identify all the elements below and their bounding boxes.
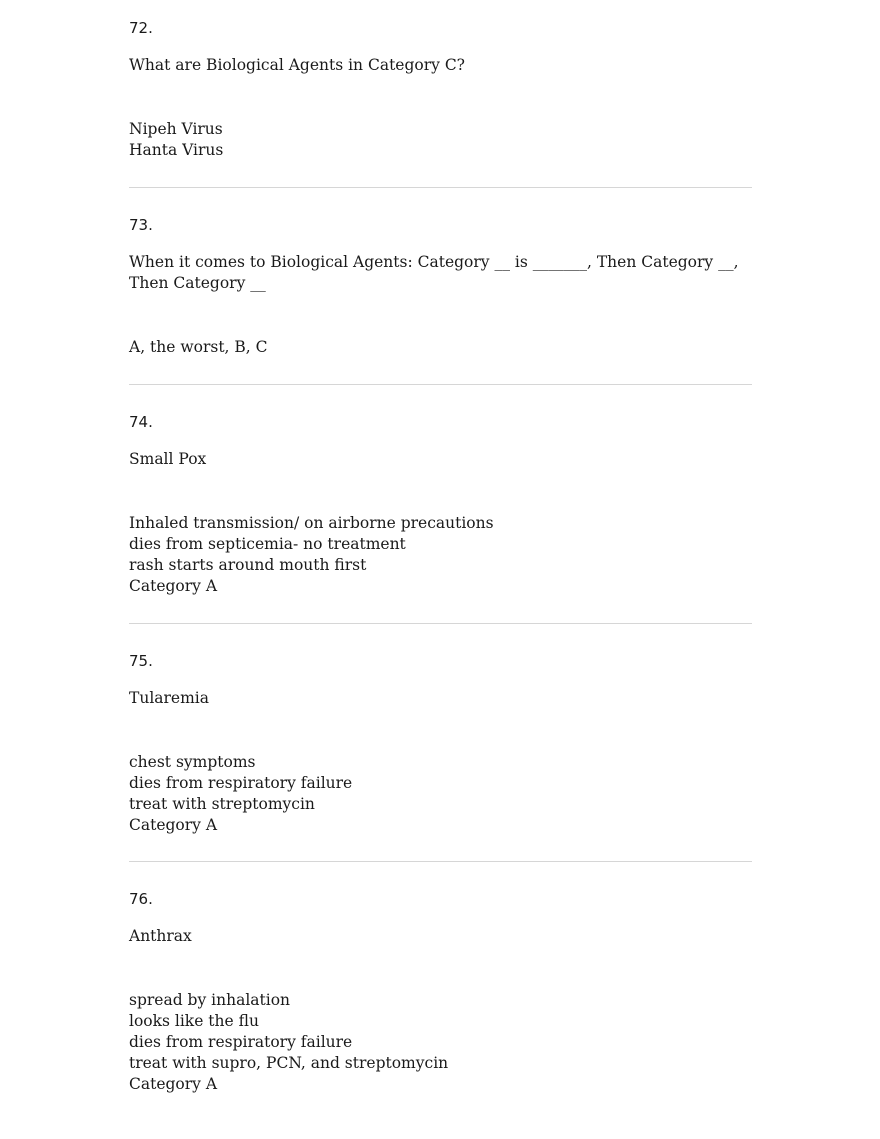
card-divider bbox=[129, 861, 752, 862]
definition-line: Nipeh Virus bbox=[129, 120, 223, 138]
flashcard bbox=[129, 889, 752, 1095]
card-definition bbox=[129, 990, 752, 1095]
definition-line: Inhaled transmission/ on airborne precautions bbox=[129, 514, 494, 532]
definition-line: dies from septicemia- no treatment bbox=[129, 535, 406, 553]
card-term: Tularemia bbox=[129, 689, 209, 707]
definition-line: Category A bbox=[129, 1075, 218, 1093]
flashcard bbox=[129, 18, 752, 161]
definition-line: treat with streptomycin bbox=[129, 795, 315, 813]
definition-line: A, the worst, B, C bbox=[129, 338, 268, 356]
card-definition bbox=[129, 513, 752, 597]
card-definition bbox=[129, 337, 752, 358]
definition-line: spread by inhalation bbox=[129, 991, 291, 1009]
card-definition bbox=[129, 752, 752, 836]
card-number: 76. bbox=[129, 890, 153, 908]
definition-line: chest symptoms bbox=[129, 753, 256, 771]
flashcard bbox=[129, 651, 752, 836]
definition-line: dies from respiratory failure bbox=[129, 774, 353, 792]
definition-line: rash starts around mouth first bbox=[129, 556, 367, 574]
card-term: When it comes to Biological Agents: Category __ is _______, Then Category __, Then Category __ bbox=[129, 253, 739, 292]
card-divider bbox=[129, 384, 752, 385]
card-divider bbox=[129, 623, 752, 624]
card-number: 74. bbox=[129, 413, 153, 431]
card-term: Anthrax bbox=[129, 927, 192, 945]
card-term: Small Pox bbox=[129, 450, 207, 468]
definition-line: Hanta Virus bbox=[129, 141, 224, 159]
flashcard bbox=[129, 215, 752, 358]
flashcard bbox=[129, 412, 752, 597]
definition-line: Category A bbox=[129, 816, 218, 834]
card-number: 75. bbox=[129, 652, 153, 670]
card-definition bbox=[129, 119, 752, 161]
card-term: What are Biological Agents in Category C? bbox=[129, 56, 465, 74]
definition-line: dies from respiratory failure bbox=[129, 1033, 353, 1051]
definition-line: Category A bbox=[129, 577, 218, 595]
card-divider bbox=[129, 187, 752, 188]
card-number: 73. bbox=[129, 216, 153, 234]
definition-line: looks like the flu bbox=[129, 1012, 259, 1030]
card-number: 72. bbox=[129, 19, 153, 37]
definition-line: treat with supro, PCN, and streptomycin bbox=[129, 1054, 449, 1072]
